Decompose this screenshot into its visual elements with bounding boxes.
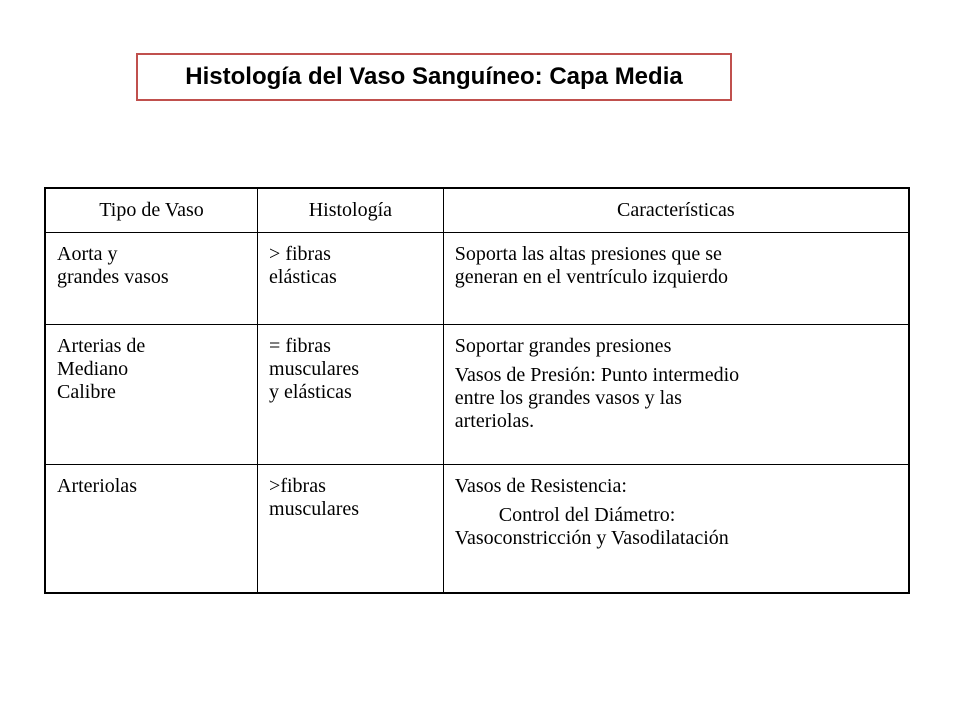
cell-text: musculares [269,497,360,520]
table-header-row [45,188,909,232]
cell-text: Vasos de Presión: Punto intermedio [454,363,740,386]
table-row-arteriolas [45,464,909,593]
cell-text: Calibre [57,380,116,403]
cell-histologia [258,464,444,593]
header-tipo-de-vaso: Tipo de Vaso [45,188,258,232]
cell-text: y elásticas [269,380,352,403]
cell-caracteristicas [443,324,909,464]
header-caracteristicas: Características [443,188,909,232]
cell-text: Control del Diámetro: [498,503,676,526]
histology-table [44,187,910,594]
cell-text: elásticas [269,265,337,288]
cell-text: Arterias de [57,334,146,357]
cell-text: Mediano [57,357,129,380]
cell-caracteristicas [443,464,909,593]
cell-text: musculares [269,357,360,380]
cell-text: Vasos de Resistencia: [454,474,627,497]
table-row-arterias-mediano-calibre [45,324,909,464]
cell-text: Arteriolas [57,474,137,497]
cell-text: = fibras [269,334,331,357]
table-row-aorta [45,232,909,324]
cell-text: Aorta y [57,242,118,265]
cell-tipo [45,232,258,324]
cell-text: generan en el ventrículo izquierdo [454,265,728,288]
cell-caracteristicas [443,232,909,324]
cell-histologia [258,232,444,324]
cell-histologia [258,324,444,464]
header-histologia: Histología [258,188,444,232]
cell-text: >fibras [269,474,326,497]
cell-text: entre los grandes vasos y las [454,386,682,409]
title-box [136,53,732,101]
cell-tipo [45,464,258,593]
cell-text: Vasoconstricción y Vasodilatación [454,526,729,549]
cell-text: Soportar grandes presiones [454,334,672,357]
cell-tipo [45,324,258,464]
cell-text: Soporta las altas presiones que se [454,242,722,265]
cell-text: arteriolas. [454,409,535,432]
cell-text: > fibras [269,242,331,265]
cell-text: grandes vasos [57,265,169,288]
page-title: Histología del Vaso Sanguíneo: Capa Media [185,63,683,90]
